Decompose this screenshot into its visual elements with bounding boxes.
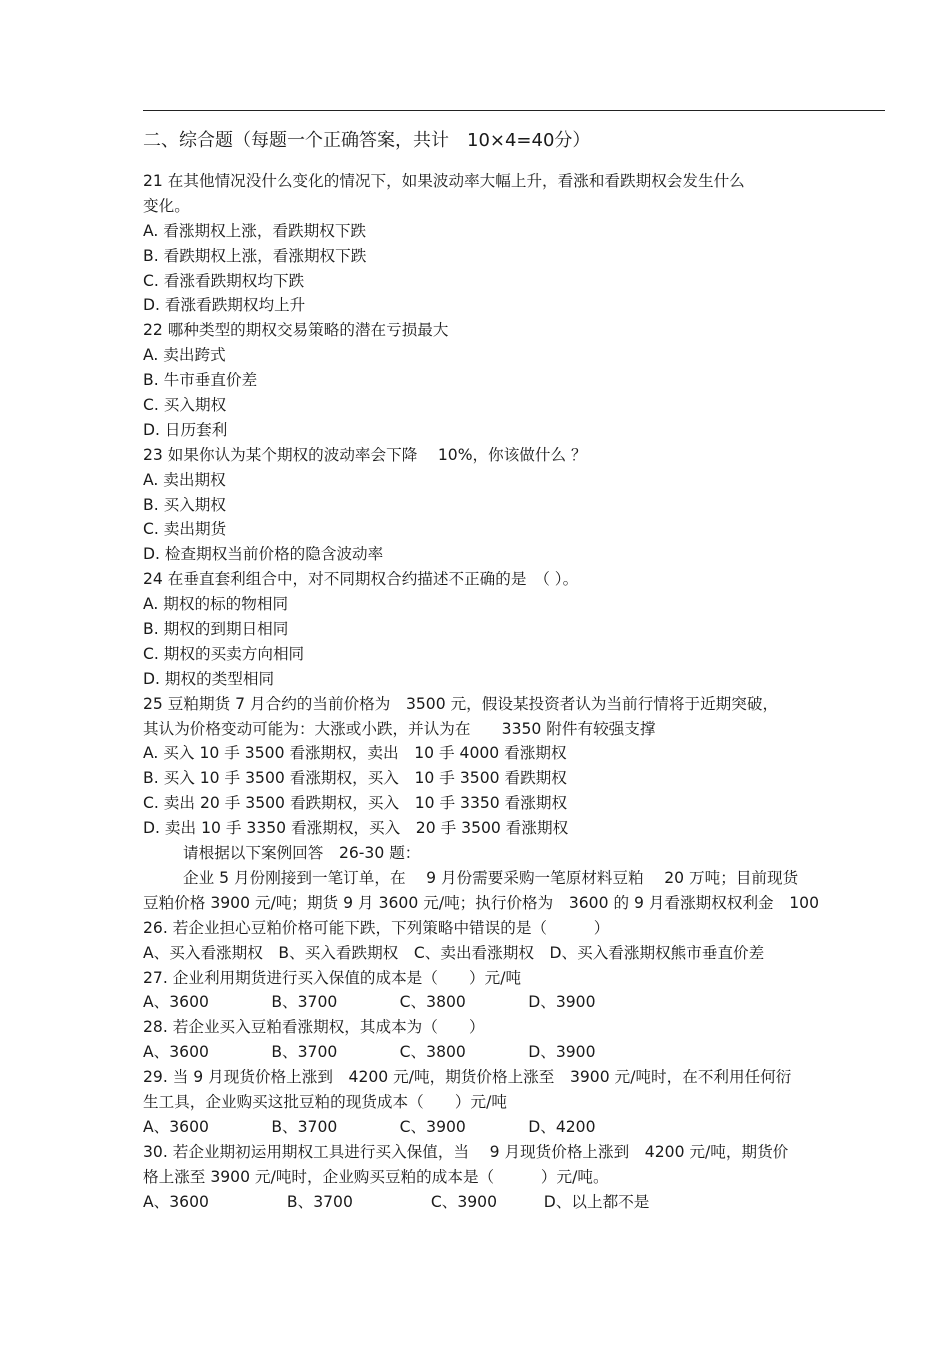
- text-line: B. 牛市垂直价差: [143, 371, 258, 390]
- text-line: 24 在垂直套利组合中，对不同期权合约描述不正确的是 （ ）。: [143, 570, 579, 589]
- text-line: A. 卖出跨式: [143, 346, 226, 365]
- text-line: C. 卖出期货: [143, 520, 227, 539]
- text-line: C. 卖出 20 手 3500 看跌期权，买入 10 手 3350 看涨期权: [143, 794, 568, 813]
- text-line: 其认为价格变动可能为：大涨或小跌，并认为在 3350 附件有较强支撑: [143, 719, 656, 738]
- text-line: A、3600 B、3700 C、3900 D、4200: [143, 1117, 596, 1136]
- text-line: A. 卖出期权: [143, 470, 226, 489]
- text-line: D. 看涨看跌期权均上升: [143, 296, 306, 315]
- text-line: 30. 若企业期初运用期权工具进行买入保值，当 9 月现货价格上涨到 4200 元/吨，期货价: [143, 1142, 789, 1161]
- text-line: C. 期权的买卖方向相同: [143, 644, 305, 663]
- text-line: A. 期权的标的物相同: [143, 595, 289, 614]
- text-line: 豆粕价格 3900 元/吨；期货 9 月 3600 元/吨；执行价格为 3600 的 9 月看涨期权权利金 100: [143, 893, 819, 912]
- text-line: 格上涨至 3900 元/吨时，企业购买豆粕的成本是（ ）元/吨。: [143, 1167, 609, 1186]
- section-title: 二、综合题（每题一个正确答案，共计 10×4=40分）: [143, 130, 591, 151]
- text-line: 生工具，企业购买这批豆粕的现货成本（ ）元/吨: [143, 1092, 507, 1111]
- text-line: 26. 若企业担心豆粕价格可能下跌，下列策略中错误的是（ ）: [143, 918, 610, 937]
- text-line: D. 日历套利: [143, 420, 228, 439]
- text-line: D. 检查期权当前价格的隐含波动率: [143, 545, 384, 564]
- text-line: B. 买入期权: [143, 495, 226, 514]
- text-line: 22 哪种类型的期权交易策略的潜在亏损最大: [143, 321, 449, 340]
- text-line: B. 看跌期权上涨，看涨期权下跌: [143, 246, 367, 265]
- text-line: A. 买入 10 手 3500 看涨期权，卖出 10 手 4000 看涨期权: [143, 744, 567, 763]
- text-line: B. 买入 10 手 3500 看涨期权，买入 10 手 3500 看跌期权: [143, 769, 567, 788]
- text-line: 29. 当 9 月现货价格上涨到 4200 元/吨，期货价格上涨至 3900 元/吨时，在不利用任何衍: [143, 1068, 792, 1087]
- text-line: A、3600 B、3700 C、3900 D、以上都不是: [143, 1192, 650, 1211]
- text-line: 请根据以下案例回答 26-30 题：: [183, 844, 421, 863]
- text-line: A. 看涨期权上涨，看跌期权下跌: [143, 221, 367, 240]
- text-line: C. 看涨看跌期权均下跌: [143, 271, 305, 290]
- text-line: A、3600 B、3700 C、3800 D、3900: [143, 1043, 596, 1062]
- text-line: 企业 5 月份刚接到一笔订单，在 9 月份需要采购一笔原材料豆粕 20 万吨；目前现货: [183, 868, 799, 887]
- question-body: [143, 169, 885, 1214]
- header-divider: [143, 110, 885, 111]
- text-line: B. 期权的到期日相同: [143, 620, 289, 639]
- text-line: 25 豆粕期货 7 月合约的当前价格为 3500 元，假设某投资者认为当前行情将于近期突破，: [143, 694, 779, 713]
- text-line: D. 卖出 10 手 3350 看涨期权，买入 20 手 3500 看涨期权: [143, 819, 569, 838]
- text-line: 23 如果你认为某个期权的波动率会下降 10%，你该做什么 ？: [143, 445, 587, 464]
- text-line: C. 买入期权: [143, 396, 227, 415]
- text-line: 27. 企业利用期货进行买入保值的成本是（ ）元/吨: [143, 968, 522, 987]
- text-line: D. 期权的类型相同: [143, 669, 275, 688]
- text-line: 28. 若企业买入豆粕看涨期权，其成本为（ ）: [143, 1018, 485, 1037]
- text-line: A、买入看涨期权 B、买入看跌期权 C、卖出看涨期权 D、买入看涨期权熊市垂直价差: [143, 943, 765, 962]
- text-line: A、3600 B、3700 C、3800 D、3900: [143, 993, 596, 1012]
- text-line: 变化。: [143, 196, 190, 215]
- text-line: 21 在其他情况没什么变化的情况下，如果波动率大幅上升，看涨和看跌期权会发生什么: [143, 172, 745, 190]
